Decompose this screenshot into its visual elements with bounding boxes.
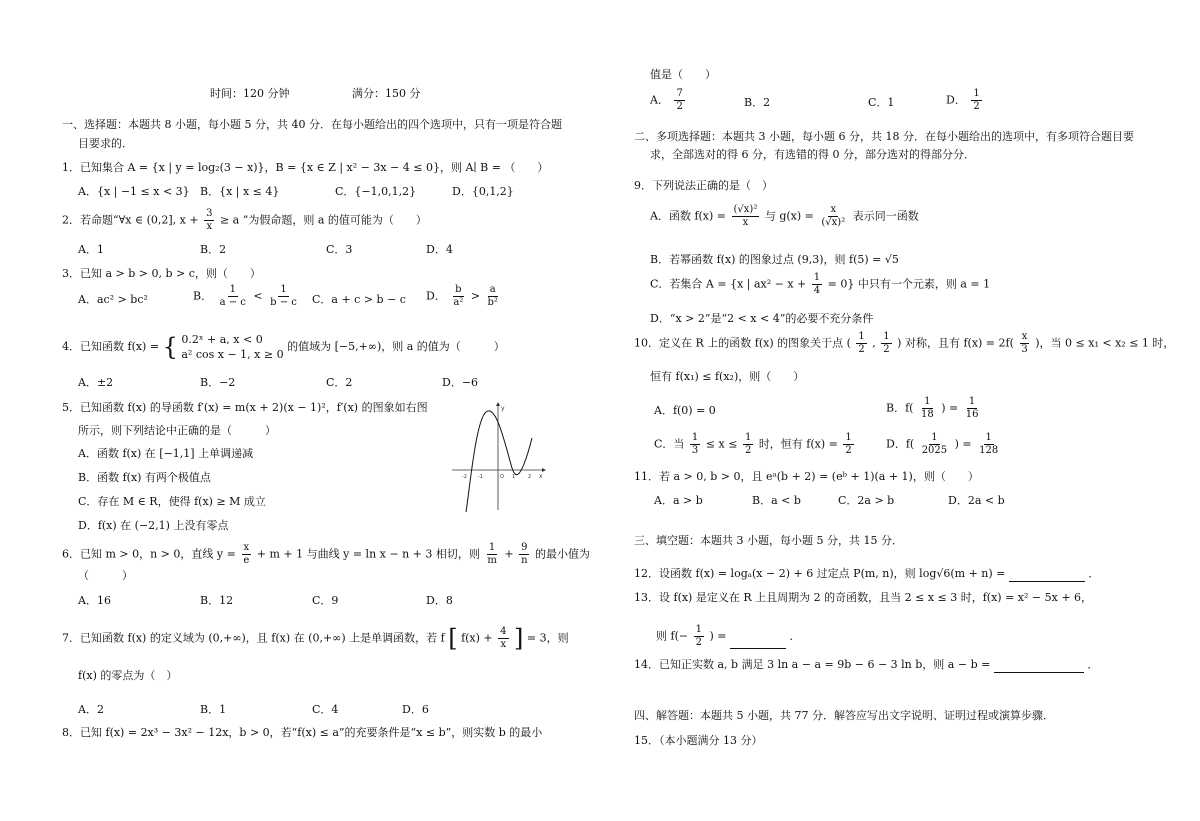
q6-frac-3-num: 9 [521,542,528,553]
q8-a-num: 7 [676,88,683,99]
q7-frac-num: 4 [500,626,507,637]
q3-option-d [426,284,502,309]
question-8-cont: 值是（ ） [650,68,716,81]
q8-a-frac [674,88,684,113]
q5-tick-origin: O [500,474,504,480]
q7-option-c: C．4 [312,703,339,716]
q9-option-d: D．“x > 2”是“2 < x < 4”的必要不充分条件 [650,312,874,325]
q10-d-frac-2-den: 128 [979,445,999,456]
q3-b-left-frac [218,284,248,309]
q10-b-frac-2-den: 16 [965,409,979,420]
q2-text-a: 2．若命题“∀x ∈ (0,2], x + [62,213,199,227]
q7-option-b: B．1 [200,703,227,716]
section-4-heading: 四、解答题：本题共 5 小题，共 77 分．解答应写出文字说明、证明过程或演算步骤． [634,709,1054,722]
q1-option-c: C．{−1,0,1,2} [335,185,417,198]
question-10 [634,331,1174,356]
q12-period: ． [1088,567,1100,580]
q5-option-d: D．f(x) 在 (−2,1) 上没有零点 [78,519,229,532]
q4-text-a: 4．已知函数 f(x) = [62,340,160,353]
question-12 [634,565,1099,582]
q10-c-frac-2-den: 2 [744,445,752,456]
q7-frac-den: x [500,639,507,650]
q8-option-d-label: D． [946,93,966,107]
q13-answer-blank [730,632,786,649]
q5-option-c: C．存在 M ∈ R，使得 f(x) ≥ M 成立 [78,495,266,508]
q7-text-a: 7．已知函数 f(x) 的定义域为 (0,+∞)，且 f(x) 在 (0,+∞) 上是单调函数，若 f [62,631,445,645]
q2-option-a: A．1 [78,243,104,256]
q10-option-d [886,432,1002,457]
q6-frac-3 [519,542,529,567]
question-13-cont [656,624,800,649]
q10-c-frac-3-num: 1 [845,432,852,443]
q9-c-text-2: = 0} 中只有一个元素，则 a = 1 [827,277,991,291]
q8-d-frac [971,88,981,113]
question-11: 11．若 a > 0, b > 0，且 eᵃ(b + 2) = (eᵇ + 1)(a + 1)，则（ ） [634,470,979,483]
q2-fraction [204,208,214,233]
q5-option-b: B．函数 f(x) 有两个极值点 [78,471,211,484]
q2-frac-den: x [206,221,213,232]
question-2 [62,208,427,233]
q10-point-y-num: 1 [883,331,890,342]
q10-point-y-den: 2 [883,344,890,355]
q10-arg-frac [1019,331,1029,356]
q9-c-text-1: C．若集合 A = {x | ax² − x + [650,277,807,291]
exam-full-score: 满分：150 分 [352,87,421,100]
q10-text-2: ) 对称，且有 f(x) = 2f( [897,336,1014,350]
question-5-cont: 所示，则下列结论中正确的是（ ） [78,424,276,437]
section-1-heading: 一、选择题：本题共 8 小题，每小题 5 分，共 40 分．在每小题给出的四个选项中，只有一项是符合题 [62,118,562,131]
q2-option-c: C．3 [326,243,353,256]
q4-case-1: 0.2ˣ + a, x < 0 [181,333,263,346]
q3-option-a: A．ac² > bc² [78,293,148,306]
q10-arg-den: 3 [1021,344,1028,355]
q10-d-frac-1-den: 2025 [921,445,948,456]
q3-b-left-den: a − c [219,297,246,308]
q3-b-right-num: 1 [280,284,287,295]
question-14 [634,656,1098,673]
q10-c-text-1: C．当 [654,437,685,451]
q10-text-1: 10．定义在 R 上的函数 f(x) 的图象关于点 ( [634,336,851,350]
q8-option-b: B．2 [744,96,771,109]
q14-period: ． [1087,658,1099,671]
q3-option-b [193,284,301,309]
q2-option-d: D．4 [426,243,453,256]
q9-c-frac-den: 4 [813,285,821,296]
q10-option-c [654,432,856,457]
q6-frac-1-num: x [243,542,250,553]
q9-c-frac [812,272,822,297]
question-8: 8．已知 f(x) = 2x³ − 3x² − 12x，b > 0，若“f(x) ≤ a”的充要条件是“x ≤ b”，则实数 b 的最小 [62,726,543,739]
q10-c-frac-1 [690,432,700,457]
q10-arg-num: x [1021,331,1028,342]
q12-answer-blank [1009,565,1085,582]
q9-option-a [650,204,919,229]
q10-point-x-num: 1 [858,331,865,342]
q3-d-right-num: a [489,284,496,295]
q10-c-frac-1-num: 1 [691,432,699,443]
q10-d-text-2: ) = [954,437,972,451]
q3-d-left-frac [451,284,465,309]
q10-c-frac-1-den: 3 [691,445,699,456]
q6-text-b: + m + 1 与曲线 y = ln x − n + 3 相切，则 [256,547,480,561]
q9-a-text-2: 与 g(x) = [764,209,814,223]
q6-text-c: 的最小值为 [535,547,591,561]
q10-c-text-3: 时，恒有 f(x) = [758,437,838,451]
q3-d-right-frac [486,284,500,309]
q2-frac-num: 3 [206,208,213,219]
q7-option-d: D．6 [402,703,429,716]
q10-b-frac-2 [964,396,981,421]
q12-text: 12．设函数 f(x) = logₐ(x − 2) + 6 过定点 P(m, n)，则 log√6(m + n) = [634,567,1006,580]
q14-answer-blank [994,656,1084,673]
q9-a-text-3: 表示同一函数 [852,209,919,223]
q5-derivative-graph [450,400,546,512]
q10-b-frac-1-num: 1 [924,396,931,407]
q7-inner: f(x) + [461,631,493,645]
section-2-heading-cont: 求，全部选对的得 6 分，有选错的得 0 分，部分选对的得部分分． [650,148,975,161]
q8-option-a [650,88,687,113]
q3-option-b-label: B． [193,289,213,303]
q6-frac-3-den: n [521,555,528,566]
q1-option-a: A．{x | −1 ≤ x < 3} [78,185,190,198]
q8-option-d [946,88,984,113]
q7-bracket-left: [ [448,624,458,653]
q4-option-b: B．−2 [200,376,236,389]
q10-d-frac-1-num: 1 [931,432,938,443]
q9-option-c [650,272,990,297]
q10-point-x-den: 2 [858,344,865,355]
q5-option-a: A．函数 f(x) 在 [−1,1] 上单调递减 [78,447,254,460]
q9-c-frac-num: 1 [813,272,821,283]
q7-text-b: = 3，则 [526,631,569,645]
q3-d-compare: > [470,289,481,303]
q8-a-den: 2 [676,101,683,112]
q8-option-c: C．1 [868,96,895,109]
q10-option-b [886,396,982,421]
q4-cases [181,332,283,362]
q3-b-right-frac [268,284,299,309]
q5-x-label: x [539,473,543,480]
q10-comma: , [872,336,876,350]
q10-d-frac-2-num: 1 [985,432,992,443]
q2-text-b: ≥ a ”为假命题，则 a 的值可能为（ ） [219,213,427,227]
q10-text-3: )，当 0 ≤ x₁ < x₂ ≤ 1 时， [1035,336,1175,350]
q9-a-frac-2-num: x [830,204,837,215]
q3-b-right-den: b − c [270,297,297,308]
q10-b-frac-2-num: 1 [968,396,976,407]
q5-tick-1: 1 [512,474,516,480]
question-4 [62,332,505,362]
question-7 [62,626,569,651]
q10-c-frac-3 [843,432,853,457]
q9-a-frac-1-num: (√x)² [733,204,758,215]
q10-d-text-1: D．f( [886,437,915,451]
q4-case-2: a² cos x − 1, x ≥ 0 [181,348,284,361]
q3-d-right-den: b² [487,297,498,308]
q11-option-b: B．a < b [752,494,801,507]
q4-option-c: C．2 [326,376,353,389]
q5-x-arrow-icon [542,468,546,472]
question-6 [62,542,590,567]
q1-option-b: B．{x | x ≤ 4} [200,185,280,198]
q9-a-frac-2 [819,204,847,229]
q10-b-text-1: B．f( [886,401,914,415]
q6-option-d: D．8 [426,594,453,607]
q7-frac [498,626,508,651]
q10-b-text-2: ) = [941,401,959,415]
q6-frac-2 [485,542,498,567]
question-15: 15．（本小题满分 13 分） [634,734,763,747]
q7-option-a: A．2 [78,703,104,716]
q11-option-c: C．2a > b [838,494,895,507]
q10-point-x [856,331,866,356]
q6-frac-2-num: 1 [488,542,496,553]
q6-frac-1-den: e [243,555,250,566]
q5-y-label: y [501,405,505,412]
q4-text-b: 的值域为 [−5,+∞)，则 a 的值为（ ） [287,340,505,353]
q10-b-frac-1 [919,396,936,421]
q5-y-arrow-icon [496,402,500,406]
q6-frac-2-den: m [487,555,497,566]
q1-option-d: D．{0,1,2} [452,185,514,198]
q10-c-text-2: ≤ x ≤ [705,437,738,451]
q4-brace: { [162,333,178,361]
q6-option-b: B．12 [200,594,234,607]
q13-text-2: ) = [709,629,727,643]
question-6-paren: （ ） [78,569,133,582]
question-13: 13．设 f(x) 是定义在 R 上且周期为 2 的奇函数，且当 2 ≤ x ≤ 3 时，f(x) = x² − 5x + 6， [634,591,1093,604]
q3-d-left-den: a² [453,297,464,308]
question-7-cont: f(x) 的零点为（ ） [78,669,178,682]
q9-a-frac-1 [732,204,760,229]
q13-text-1: 则 f(− [656,629,689,643]
q9-a-frac-2-den: (√x)² [821,217,846,228]
question-1: 1．已知集合 A = {x | y = log₂(3 − x)}，B = {x ∈ Z | x² − 3x − 4 ≤ 0}，则 A∣ B = （ ） [62,161,549,174]
question-10-cont: 恒有 f(x₁) ≤ f(x₂)，则（ ） [650,370,805,383]
q4-option-d: D．−6 [442,376,479,389]
q5-derivative-curve [466,411,532,512]
q11-option-d: D．2a < b [948,494,1005,507]
q6-plus: + [504,547,514,561]
q3-b-left-num: 1 [229,284,236,295]
q3-option-d-label: D． [426,289,446,303]
q3-option-c: C．a + c > b − c [312,293,406,306]
q10-point-y [881,331,891,356]
q8-d-num: 1 [973,88,980,99]
q8-d-den: 2 [973,101,980,112]
q8-option-a-label: A． [650,93,669,107]
q10-option-a: A．f(0) = 0 [654,404,716,417]
q10-c-frac-2-num: 1 [744,432,752,443]
exam-time: 时间：120 分钟 [210,87,290,100]
q10-b-frac-1-den: 18 [920,409,934,420]
q9-a-frac-1-den: x [742,217,749,228]
section-1-heading-cont: 目要求的． [78,137,133,150]
q2-option-b: B．2 [200,243,227,256]
q9-a-text-1: A．函数 f(x) = [650,209,727,223]
q10-c-frac-3-den: 2 [845,445,852,456]
q4-option-a: A．±2 [78,376,114,389]
q11-option-a: A．a > b [654,494,703,507]
q10-c-frac-2 [743,432,753,457]
q13-frac-num: 1 [695,624,702,635]
question-3: 3．已知 a > b > 0, b > c，则（ ） [62,267,261,280]
right-column [600,0,1200,821]
q5-tick-2: 2 [528,474,532,480]
q3-b-compare: < [253,289,263,303]
q14-text: 14．已知正实数 a, b 满足 3 ln a − a = 9b − 6 − 3 ln b，则 a − b = [634,658,991,671]
q7-bracket-right: ] [514,624,524,653]
q5-tick-neg1: -1 [478,474,483,480]
question-9: 9．下列说法正确的是（ ） [634,179,773,192]
q13-period: ． [789,629,801,643]
q13-frac-den: 2 [695,637,702,648]
q13-frac [694,624,704,649]
section-3-heading: 三、填空题：本题共 3 小题，每小题 5 分，共 15 分． [634,534,903,547]
q9-option-b: B．若幂函数 f(x) 的图象过点 (9,3)，则 f(5) = √5 [650,253,899,266]
q6-frac-1 [241,542,251,567]
question-5: 5．已知函数 f(x) 的导函数 f′(x) = m(x + 2)(x − 1)²，f′(x) 的图象如右图 [62,401,428,414]
q3-d-left-num: b [455,284,462,295]
q5-tick-neg2: -2 [462,474,467,480]
section-2-heading: 二、多项选择题：本题共 3 小题，每小题 6 分，共 18 分．在每小题给出的选项中，有多项符合题目要 [634,130,1134,143]
q6-option-a: A．16 [78,594,111,607]
q6-text-a: 6．已知 m > 0，n > 0，直线 y = [62,547,236,561]
q10-d-frac-1 [920,432,949,457]
q10-d-frac-2 [977,432,1000,457]
q6-option-c: C．9 [312,594,339,607]
